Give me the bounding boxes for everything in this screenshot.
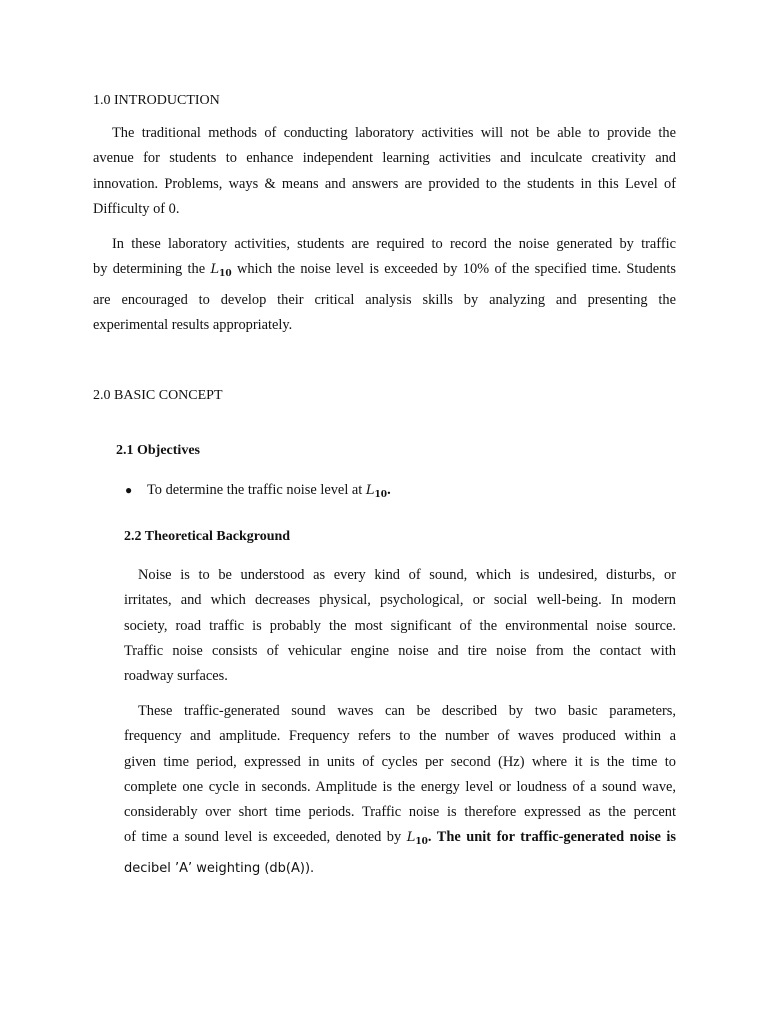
text-line: decibel ’A’ weighting (db(A)). — [124, 860, 315, 876]
theory-paragraph-2 — [124, 699, 676, 881]
text-line: frequency and amplitude. Frequency refers to the number of waves produced within a — [124, 728, 676, 745]
theory-paragraph-1 — [124, 563, 676, 689]
text-line: considerably over short time periods. Traffic noise is therefore expressed as the percent — [124, 804, 676, 821]
text-line: innovation. Problems, ways & means and answers are provided to the students in this Level of — [93, 175, 676, 192]
text-line: Difficulty of 0. — [93, 200, 180, 217]
l10-symbol: $L_{10}$ — [210, 262, 232, 280]
section-heading-introduction: 1.0 INTRODUCTION — [93, 93, 220, 108]
text-line: Traffic noise consists of vehicular engine noise and tire noise from the contact with — [124, 642, 676, 659]
text-line: irritates, and which decreases physical, psychological, or social well-being. In modern — [124, 592, 676, 609]
text-line: experimental results appropriately. — [93, 316, 293, 333]
text-line: society, road traffic is probably the most significant of the environmental noise source. — [124, 617, 676, 634]
text-line: These traffic-generated sound waves can be described by two basic parameters, — [138, 703, 676, 719]
intro-paragraph-1 — [93, 121, 676, 222]
intro-paragraph-2 — [93, 232, 676, 338]
text-line: are encouraged to develop their critical analysis skills by analyzing and presenting the — [93, 291, 676, 308]
text-line: by determining the $L_{10}$ which the noise level is exceeded by 10% of the specified time. Students — [93, 261, 676, 280]
text-line: roadway surfaces. — [124, 668, 228, 685]
bullet-icon: ● — [125, 483, 133, 497]
l10-symbol: $L_{10}$ — [365, 483, 388, 500]
text-line: avenue for students to enhance independent learning activities and inculcate creativity and — [93, 150, 676, 167]
text-line: In these laboratory activities, students are required to record the noise generated by traffic — [112, 236, 676, 252]
section-heading-basic-concept: 2.0 BASIC CONCEPT — [93, 388, 223, 403]
text-line: The traditional methods of conducting laboratory activities will not be able to provide the — [112, 125, 676, 141]
text-line: given time period, expressed in units of cycles per second (Hz) where it is the time to — [124, 753, 676, 770]
text-line: Noise is to be understood as every kind of sound, which is undesired, disturbs, or — [138, 567, 676, 583]
text-line: of time a sound level is exceeded, denoted by $L_{10}$. The unit for traffic-generated noise is — [124, 829, 676, 848]
text-line: complete one cycle in seconds. Amplitude is the energy level or loudness of a sound wave, — [124, 778, 676, 795]
objective-list-item: ● To determine the traffic noise level at $L_{10}$. — [125, 482, 391, 500]
subsection-heading-objectives: 2.1 Objectives — [116, 443, 200, 458]
subsection-heading-theory: 2.2 Theoretical Background — [124, 529, 291, 544]
l10-symbol: $L_{10}$ — [406, 830, 428, 848]
